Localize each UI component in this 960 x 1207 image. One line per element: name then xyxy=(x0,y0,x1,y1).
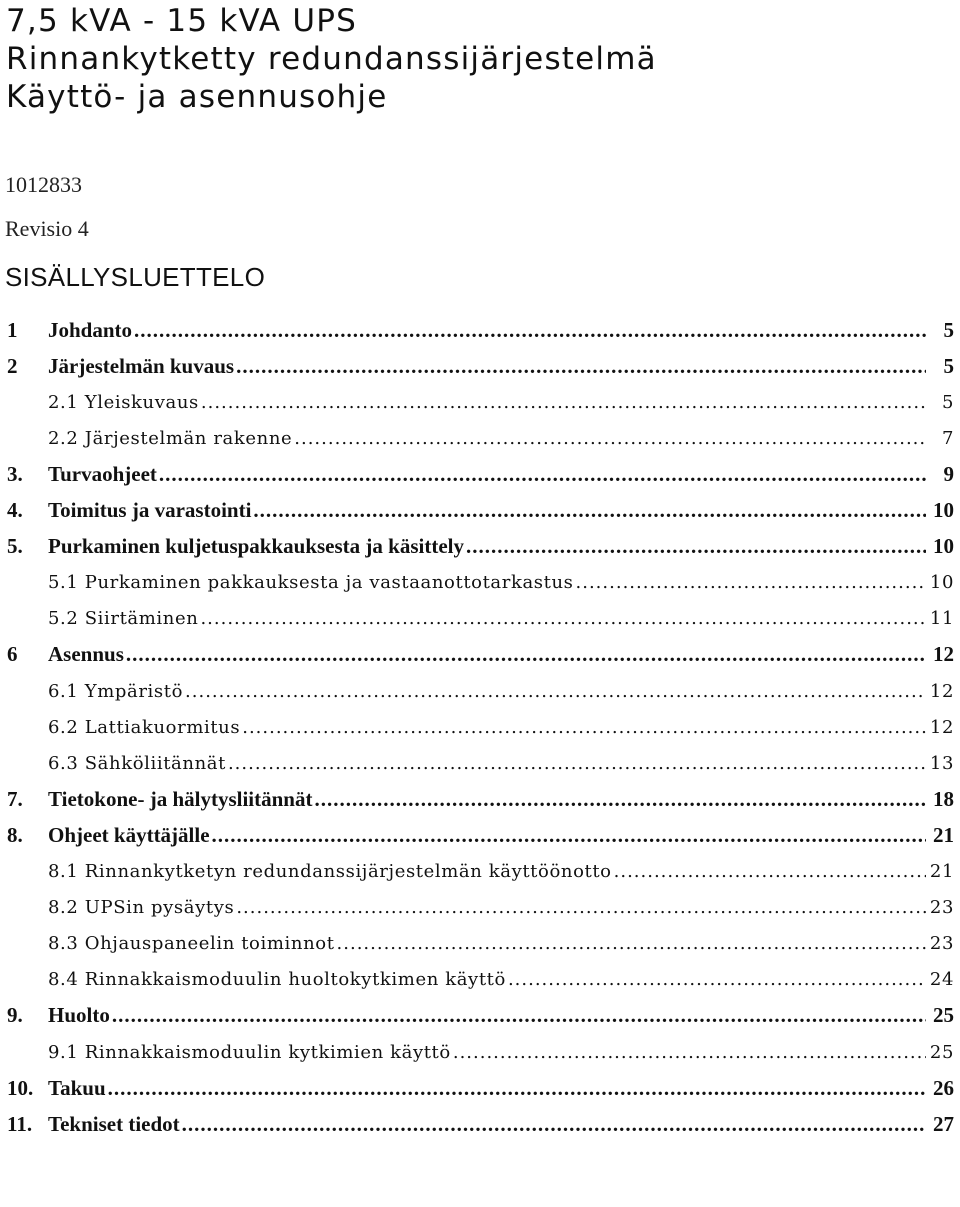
toc-entry-page: 12 xyxy=(933,642,954,667)
toc-entry[interactable] xyxy=(0,1035,960,1069)
toc-leader-dots xyxy=(112,1003,926,1028)
toc-entry[interactable] xyxy=(0,999,960,1033)
toc-entry-label: Toimitus ja varastointi xyxy=(48,498,252,522)
toc-leader-dots xyxy=(294,428,926,449)
toc-leader-dots xyxy=(200,608,925,629)
toc-entry[interactable] xyxy=(0,818,960,852)
toc-entry-page: 25 xyxy=(933,1003,954,1028)
toc-entry-page: 12 xyxy=(929,680,954,702)
toc-entry-number: 3. xyxy=(7,461,23,486)
toc-entry[interactable] xyxy=(0,674,960,708)
toc-entry[interactable] xyxy=(0,1071,960,1105)
toc-entry-label: Turvaohjeet xyxy=(48,461,157,486)
toc-entry-label: Asennus xyxy=(48,642,124,667)
toc-leader-dots xyxy=(614,861,926,882)
toc-entry-number: 11. xyxy=(7,1111,33,1136)
toc-entry-page: 11 xyxy=(929,608,954,630)
toc-leader-dots xyxy=(576,572,926,593)
toc-entry-page: 25 xyxy=(929,1041,954,1063)
toc-leader-dots xyxy=(337,933,926,954)
toc-entry-page: 12 xyxy=(929,716,954,738)
toc-entry[interactable] xyxy=(0,1107,960,1141)
document-number: 1012833 xyxy=(5,172,82,197)
toc-entry[interactable] xyxy=(0,638,960,672)
toc-entry[interactable] xyxy=(0,530,960,564)
toc-entry-page: 5 xyxy=(943,353,954,378)
toc-entry[interactable] xyxy=(0,927,960,961)
title-line-1: 7,5 kVA - 15 kVA UPS xyxy=(6,3,358,39)
toc-entry-page: 10 xyxy=(933,498,954,522)
toc-leader-dots xyxy=(201,392,926,413)
toc-entry-label: 2.1 Yleiskuvaus xyxy=(48,391,199,413)
toc-entry-label: 8.1 Rinnankytketyn redundanssijärjestelmän käyttöönotto xyxy=(48,861,612,882)
toc-entry-page: 27 xyxy=(933,1111,954,1136)
toc-entry[interactable] xyxy=(0,385,960,419)
toc-entry-number: 1 xyxy=(7,317,18,342)
toc-entry[interactable] xyxy=(0,421,960,455)
toc-entry-number: 2 xyxy=(7,353,18,378)
toc-entry-number: 4. xyxy=(7,498,23,522)
toc-entry[interactable] xyxy=(0,891,960,925)
toc-entry[interactable] xyxy=(0,782,960,816)
toc-entry-page: 10 xyxy=(929,572,954,594)
toc-entry-label: 9.1 Rinnakkaismoduulin kytkimien käyttö xyxy=(48,1041,451,1063)
toc-entry-page: 5 xyxy=(943,317,954,342)
toc-entry-page: 23 xyxy=(929,933,954,955)
toc-entry-label: Huolto xyxy=(48,1003,110,1028)
toc-entry-page: 23 xyxy=(929,897,954,919)
toc-entry-label: 2.2 Järjestelmän rakenne xyxy=(48,427,293,449)
toc-entry-label: 6.2 Lattiakuormitus xyxy=(48,716,241,738)
toc-entry-label: Purkaminen kuljetuspakkauksesta ja käsittely xyxy=(48,534,464,559)
toc-entry-label: 5.2 Siirtäminen xyxy=(48,608,199,630)
toc-entry-page: 13 xyxy=(929,752,954,774)
toc-leader-dots xyxy=(253,498,926,523)
title-line-3: Käyttö- ja asennusohje xyxy=(6,79,388,115)
toc-entry-label: 8.3 Ohjauspaneelin toiminnot xyxy=(48,933,335,955)
toc-leader-dots xyxy=(228,753,926,774)
toc-leader-dots xyxy=(159,462,926,487)
title-line-2: Rinnankytketty redundanssijärjestelmä xyxy=(6,41,657,77)
toc-entry-label: Tekniset tiedot xyxy=(48,1111,180,1136)
toc-leader-dots xyxy=(242,717,926,738)
toc-entry[interactable] xyxy=(0,963,960,997)
toc-entry-number: 8. xyxy=(7,822,23,847)
toc-leader-dots xyxy=(466,534,926,559)
toc-entry-page: 10 xyxy=(933,534,954,559)
toc-entry-page: 5 xyxy=(941,391,954,413)
toc-entry-number: 6 xyxy=(7,642,18,667)
toc-entry[interactable] xyxy=(0,349,960,383)
toc-entry-number: 7. xyxy=(7,786,23,811)
toc-entry-label: 6.1 Ympäristö xyxy=(48,680,184,702)
toc-entry-label: 5.1 Purkaminen pakkauksesta ja vastaanottotarkastus xyxy=(48,572,574,594)
toc-entry[interactable] xyxy=(0,494,960,528)
toc-leader-dots xyxy=(134,318,926,343)
toc-entry-page: 18 xyxy=(933,786,954,811)
toc-leader-dots xyxy=(185,681,926,702)
toc-entry-page: 7 xyxy=(941,427,954,449)
toc-entry-page: 24 xyxy=(929,969,954,991)
toc-entry[interactable] xyxy=(0,566,960,600)
toc-leader-dots xyxy=(236,897,926,918)
toc-leader-dots xyxy=(508,969,926,990)
toc-entry[interactable] xyxy=(0,457,960,491)
toc-entry[interactable] xyxy=(0,746,960,780)
toc-leader-dots xyxy=(314,787,926,812)
toc-entry-number: 10. xyxy=(7,1075,34,1100)
toc-leader-dots xyxy=(212,823,926,848)
toc-entry-page: 21 xyxy=(929,861,954,882)
toc-leader-dots xyxy=(236,354,926,379)
toc-entry-number: 5. xyxy=(7,534,23,559)
toc-entry-page: 21 xyxy=(933,822,954,847)
toc-entry-label: 8.2 UPSin pysäytys xyxy=(48,897,235,919)
toc-entry-page: 26 xyxy=(933,1075,954,1100)
toc-entry[interactable] xyxy=(0,710,960,744)
toc-entry-label: 8.4 Rinnakkaismoduulin huoltokytkimen käyttö xyxy=(48,969,506,991)
toc-leader-dots xyxy=(126,642,926,667)
toc-entry-label: Järjestelmän kuvaus xyxy=(48,353,235,378)
toc-entry-label: 6.3 Sähköliitännät xyxy=(48,752,226,774)
toc-entry-label: Ohjeet käyttäjälle xyxy=(48,822,210,847)
toc-entry-page: 9 xyxy=(943,461,954,486)
toc-entry-label: Takuu xyxy=(48,1075,106,1100)
toc-heading: SISÄLLYSLUETTELO xyxy=(5,262,266,292)
toc-entry-label: Tietokone- ja hälytysliitännät xyxy=(48,786,313,811)
toc-leader-dots xyxy=(453,1042,926,1063)
toc-entry[interactable] xyxy=(0,313,960,347)
document-title xyxy=(6,2,657,116)
revision-label: Revisio 4 xyxy=(5,216,89,241)
toc-entry-label: Johdanto xyxy=(48,317,133,342)
toc-entry[interactable] xyxy=(0,602,960,636)
toc-entry-number: 9. xyxy=(7,1003,23,1028)
toc-leader-dots xyxy=(182,1112,926,1137)
toc-leader-dots xyxy=(108,1076,926,1101)
toc-entry[interactable] xyxy=(0,855,960,889)
